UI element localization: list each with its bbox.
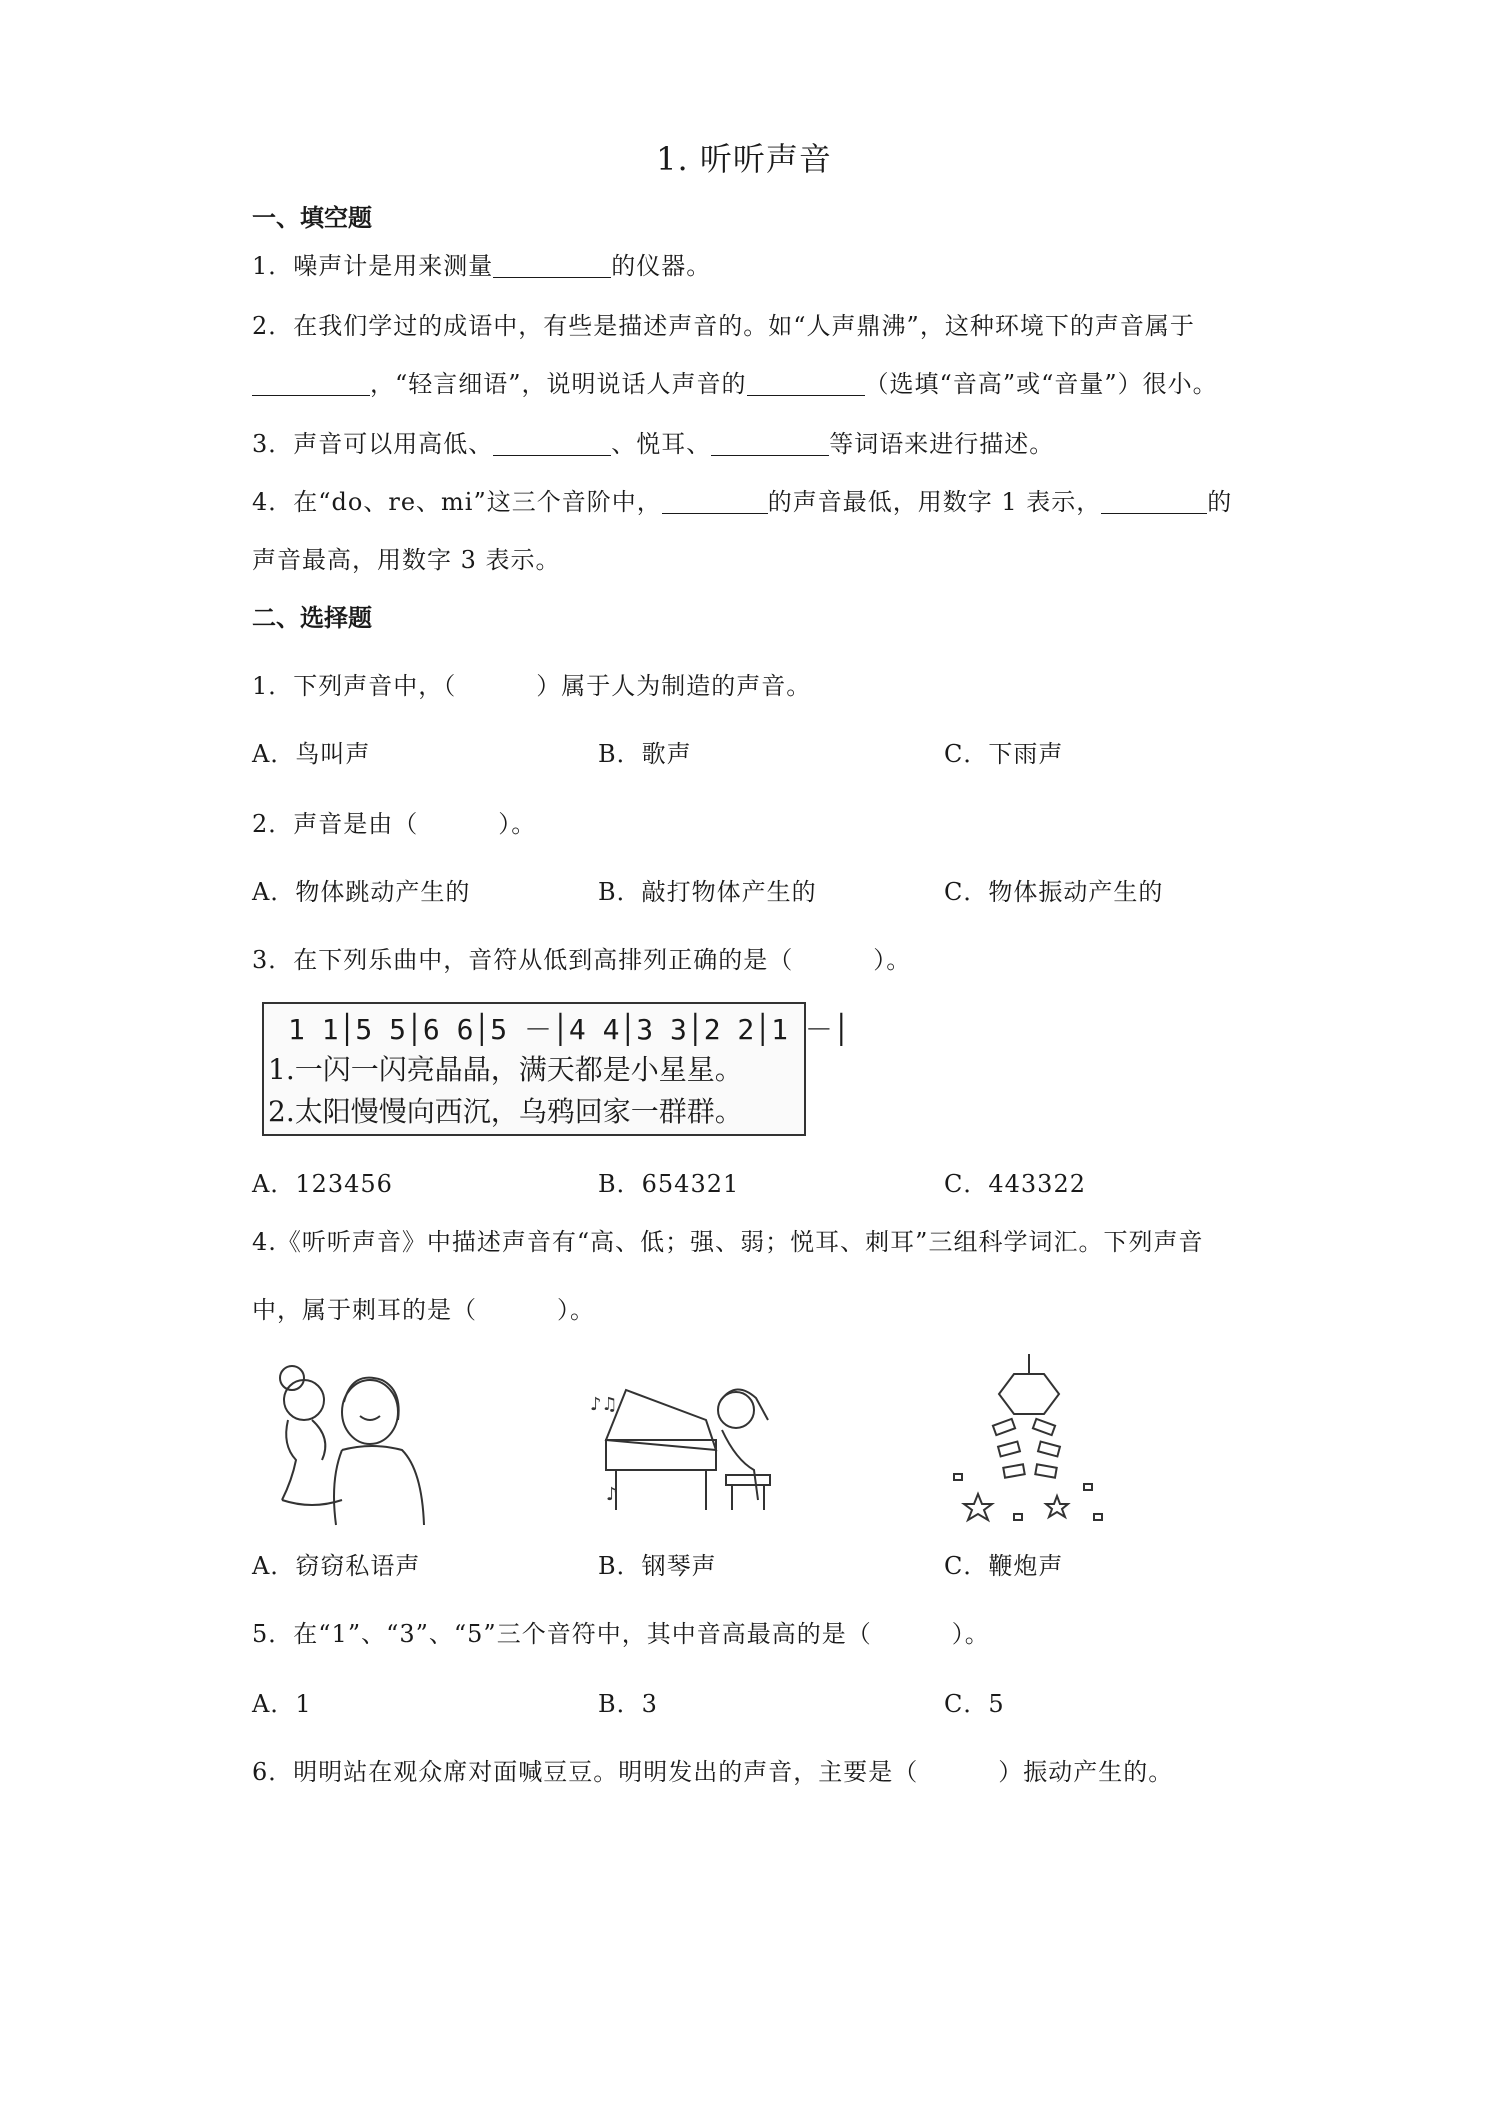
choice-question-6 (252, 1752, 1173, 1787)
question-text: 声音是由（ (293, 810, 419, 838)
whisper-illustration (252, 1350, 432, 1530)
option-b[interactable]: B．3 (598, 1690, 658, 1718)
option-c[interactable]: C．下雨声 (944, 740, 1064, 768)
question-number: 4． (252, 488, 294, 516)
question-number: 3． (252, 430, 294, 458)
question-text: 下列声音中，（ (293, 672, 457, 700)
question-text: 在下列乐曲中，音符从低到高排列正确的是（ (293, 946, 794, 974)
question-text: 、悦耳、 (611, 430, 712, 458)
option-a[interactable]: A．1 (252, 1690, 312, 1718)
option-b[interactable]: B．歌声 (598, 740, 692, 768)
fill-question-3 (252, 424, 1054, 459)
fill-question-4-line-1 (252, 482, 1232, 517)
question-text: 的声音最低，用数字 1 表示， (767, 488, 1102, 516)
option-c[interactable]: C．鞭炮声 (944, 1552, 1064, 1580)
firecracker-illustration (944, 1354, 1124, 1534)
question-text: ）。 (557, 1296, 595, 1324)
score-lyric-2: 2.太阳慢慢向西沉，乌鸦回家一群群。 (268, 1095, 743, 1128)
choice-question-4-line-2 (252, 1290, 595, 1325)
question-number: 2． (252, 312, 294, 340)
question-text: 噪声计是用来测量 (293, 252, 494, 280)
question-text: 中，属于刺耳的是（ (252, 1296, 477, 1324)
choice-question-4-line-1 (252, 1222, 1203, 1257)
question-text: 在“1”、“3”、“5”三个音符中，其中音高最高的是（ (293, 1620, 872, 1648)
answer-blank[interactable] (252, 369, 370, 396)
music-score-image (262, 1002, 850, 1136)
option-b[interactable]: B．敲打物体产生的 (598, 878, 817, 906)
fill-question-2-line-1 (252, 306, 1195, 341)
choice-question-5 (252, 1614, 990, 1649)
svg-text:♪♫: ♪♫ (590, 1394, 618, 1415)
question-text: （选填“音高”或“音量”）很小。 (864, 370, 1218, 398)
question-text: ，“轻言细语”，说明说话人声音的 (370, 370, 747, 398)
option-c[interactable]: C．443322 (944, 1170, 1086, 1198)
page-title: 1. 听听声音 (656, 140, 832, 178)
fill-question-1 (252, 246, 711, 281)
option-b[interactable]: B．钢琴声 (598, 1552, 717, 1580)
question-number: 3． (252, 946, 294, 974)
question-number: 1． (252, 252, 294, 280)
choice-question-3 (252, 940, 911, 975)
answer-blank[interactable] (493, 251, 611, 278)
question-text: 在“do、re、mi”这三个音阶中， (293, 488, 662, 516)
piano-illustration (586, 1360, 786, 1530)
answer-blank[interactable] (662, 487, 768, 514)
score-notes: 1 1│5 5│6 6│5 －│4 4│3 3│2 2│1 －│ (288, 1013, 850, 1046)
choice-question-1 (252, 666, 811, 701)
fill-question-4-line-2: 声音最高，用数字 3 表示。 (252, 546, 561, 574)
question-text: 在我们学过的成语中，有些是描述声音的。如“人声鼎沸”，这种环境下的声音属于 (293, 312, 1195, 340)
choice-question-2 (252, 804, 536, 839)
answer-blank[interactable] (493, 429, 611, 456)
option-a[interactable]: A．窃窃私语声 (252, 1552, 421, 1580)
question-text: ）。 (951, 1620, 990, 1648)
question-number: 1． (252, 672, 294, 700)
answer-blank[interactable] (711, 429, 829, 456)
question-text: ）属于人为制造的声音。 (536, 672, 812, 700)
option-b[interactable]: B．654321 (598, 1170, 740, 1198)
question-number: 6． (252, 1758, 294, 1786)
question-text: 的 (1207, 488, 1233, 516)
question-text: 等词语来进行描述。 (829, 430, 1055, 458)
option-c[interactable]: C．5 (944, 1690, 1005, 1718)
option-a[interactable]: A．物体跳动产生的 (252, 878, 471, 906)
question-number: 2． (252, 810, 294, 838)
option-a[interactable]: A．123456 (252, 1170, 393, 1198)
question-text: 声音可以用高低、 (293, 430, 494, 458)
section-heading-fill-blank: 一、填空题 (252, 204, 372, 232)
question-number: 4. (252, 1228, 277, 1256)
score-lyric-1: 1.一闪一闪亮晶晶，满天都是小星星。 (268, 1053, 743, 1086)
question-text: 的仪器。 (611, 252, 712, 280)
answer-blank[interactable] (1101, 487, 1207, 514)
question-number: 5． (252, 1620, 294, 1648)
svg-text:♪: ♪ (606, 1484, 618, 1505)
question-text: ）振动产生的。 (998, 1758, 1174, 1786)
answer-blank[interactable] (747, 369, 865, 396)
question-text: ）。 (498, 810, 537, 838)
section-heading-multiple-choice: 二、选择题 (252, 604, 372, 632)
option-a[interactable]: A．鸟叫声 (252, 740, 371, 768)
question-text: 明明站在观众席对面喊豆豆。明明发出的声音，主要是（ (293, 1758, 919, 1786)
option-c[interactable]: C．物体振动产生的 (944, 878, 1164, 906)
question-text: ）。 (873, 946, 912, 974)
question-text: 《听听声音》中描述声音有“高、低；强、弱；悦耳、刺耳”三组科学词汇。下列声音 (276, 1228, 1204, 1256)
fill-question-2-line-2 (252, 364, 1218, 399)
